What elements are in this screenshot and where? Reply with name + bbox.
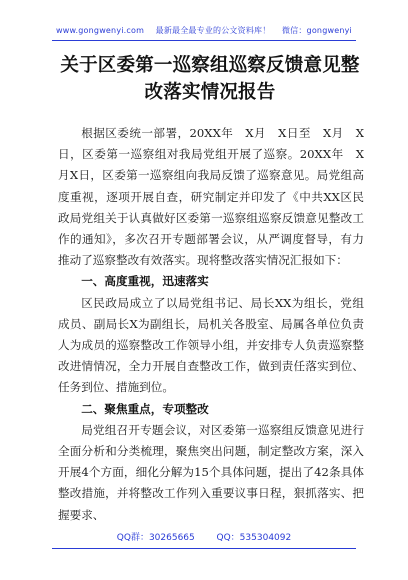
document-title: 关于区委第一巡察组巡察反馈意见整改落实情况报告 <box>60 55 360 103</box>
body-paragraph: 局党组召开专题会议，对区委第一巡察组反馈意见进行全面分析和分类梳理，聚焦突出问题，制定整改方案，深入开展4个方面，细化分解为15个具体问题，提出了42条具体整改措施，并将整改工作列入重要议事日程，狠抓落实、把握要求、 <box>58 422 364 522</box>
section-heading: 一、高度重视，迅速落实 <box>81 274 209 289</box>
header-site-link[interactable]: www.gongwenyi.com <box>56 26 145 35</box>
section-heading: 二、聚焦重点，专项整改 <box>81 401 209 416</box>
header-slogan: 最新最全最专业的公文资料库！ <box>155 26 271 35</box>
body-paragraph: 根据区委统一部署，20XX年 X月 X日至 X月 X日，区委第一巡察组对我局党组开展了巡察。20XX年 X月X日，区委第一巡察组向我局反馈了巡察意见。局党组高度重视，逐项开展自查，研究制定并印发了《中共XX区民政局党组关于认真做好区委第一巡察组巡察反馈意见整改工作的通知》，多次召开专题部署会议，从严调度督导，有力推动了巡察整改有效落实。现将整改落实情况汇报如下： <box>58 126 364 268</box>
page-header <box>52 22 356 40</box>
body-paragraph: 区民政局成立了以局党组书记、局长XX为组长，党组成员、副局长X为副组长，局机关各股室、局属各单位负责人为成员的巡察整改工作领导小组，并安排专人负责巡察整改进情情况，全力开展自查整改工作，做到责任落实到位、任务到位、措施到位。 <box>58 295 364 395</box>
header-wechat-id: gongwenyi <box>306 26 352 35</box>
footer-qq-group: QQ群：30265665 <box>116 533 195 543</box>
header-divider <box>52 40 356 41</box>
footer-qq-contact: QQ：535304092 <box>216 533 292 543</box>
header-wechat-label: 微信： <box>281 26 307 35</box>
document-body <box>58 123 364 526</box>
page-footer <box>52 530 356 546</box>
footer-divider <box>52 548 356 549</box>
